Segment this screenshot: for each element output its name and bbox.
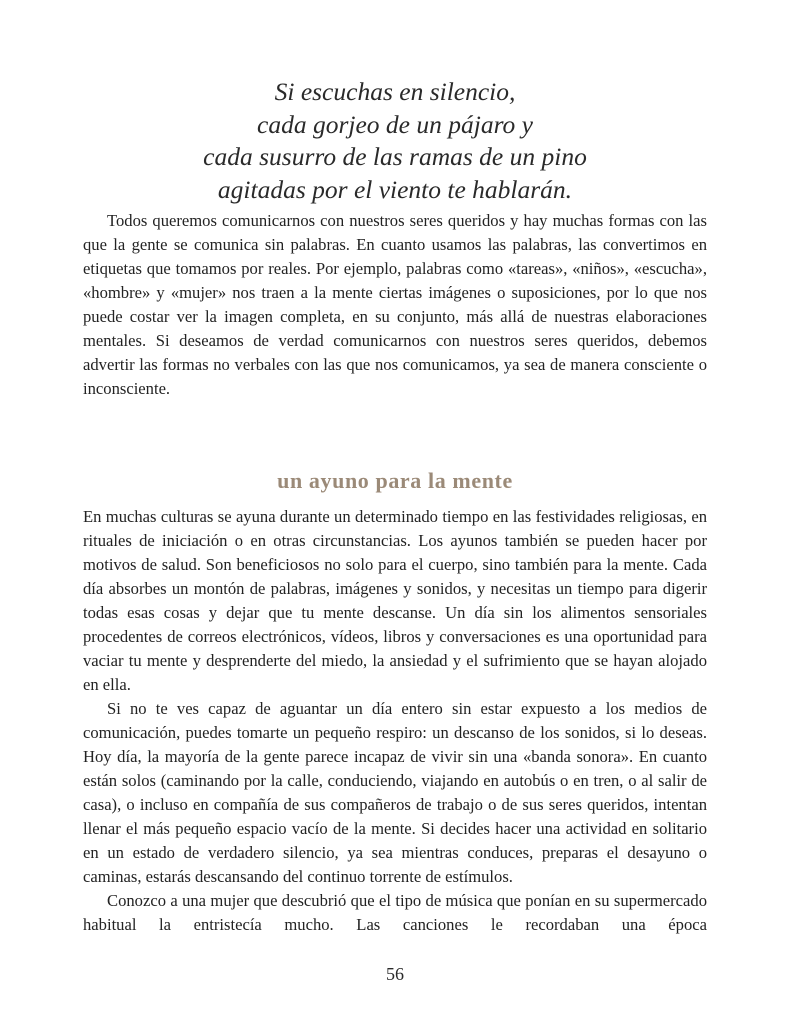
body-paragraph: Si no te ves capaz de aguantar un día entero sin estar expuesto a los medios de comunicación, puedes tomarte un pequeño respiro: un descanso de los sonidos, si lo deseas. Hoy día, la mayoría de la gente parece incapaz de vivir sin una «banda sonora». En cuanto están solos (caminando por la calle, conduciendo, viajando en autobús o en tren, o al salir de casa), o incluso en compañía de sus compañeros de trabajo o de sus seres queridos, intentan llenar el más pequeño espacio vacío de la mente. Si decides hacer una actividad en solitario en un estado de verdadero silencio, ya sea mientras conduces, preparas el desayuno o caminas, estarás descansando del continuo torrente de estímulos. [83,699,707,886]
epigraph-line: cada susurro de las ramas de un pino [203,142,587,171]
body-paragraph: En muchas culturas se ayuna durante un determinado tiempo en las festividades religiosas, en rituales de iniciación o en otras circunstancias. Los ayunos también se pueden hacer por motivos de salud. Son beneficiosos no solo para el cuerpo, sino también para la mente. Cada día absorbes un montón de palabras, imágenes y sonidos, y necesitas un tiempo para digerir todas esas cosas y dejar que tu mente descanse. Un día sin los alimentos sensoriales procedentes de correos electrónicos, vídeos, libros y conversaciones es una oportunidad para vaciar tu mente y desprenderte del miedo, la ansiedad y el sufrimiento que se hayan alojado en ella. [83,507,707,694]
section-heading: un ayuno para la mente [277,468,513,494]
epigraph-line: Si escuchas en silencio, [274,77,516,106]
epigraph-line: cada gorjeo de un pájaro y [257,109,533,139]
epigraph-line: agitadas por el viento te hablarán. [217,174,573,204]
body-paragraph: Conozco a una mujer que descubrió que el tipo de música que ponían en su supermercado habitual la entristecía mucho. Las canciones le recordaban una época [83,891,707,934]
page-number: 56 [386,964,404,984]
intro-paragraph: Todos queremos comunicarnos con nuestros seres queridos y hay muchas formas con las que la gente se comunica sin palabras. En cuanto usamos las palabras, las convertimos en etiquetas que tomamos por reales. Por ejemplo, palabras como «tareas», «niños», «escucha», «hombre» y «mujer» nos traen a la mente ciertas imágenes o suposiciones, por lo que nos puede costar ver la imagen completa, en su conjunto, más allá de nuestras elaboraciones mentales. Si deseamos de verdad comunicarnos con nuestros seres queridos, debemos advertir las formas no verbales con las que nos comunicamos, ya sea de manera consciente o inconsciente. [83,211,707,398]
epigraph-quote [83,76,707,206]
section-body [83,505,707,937]
intro-text [83,209,707,401]
